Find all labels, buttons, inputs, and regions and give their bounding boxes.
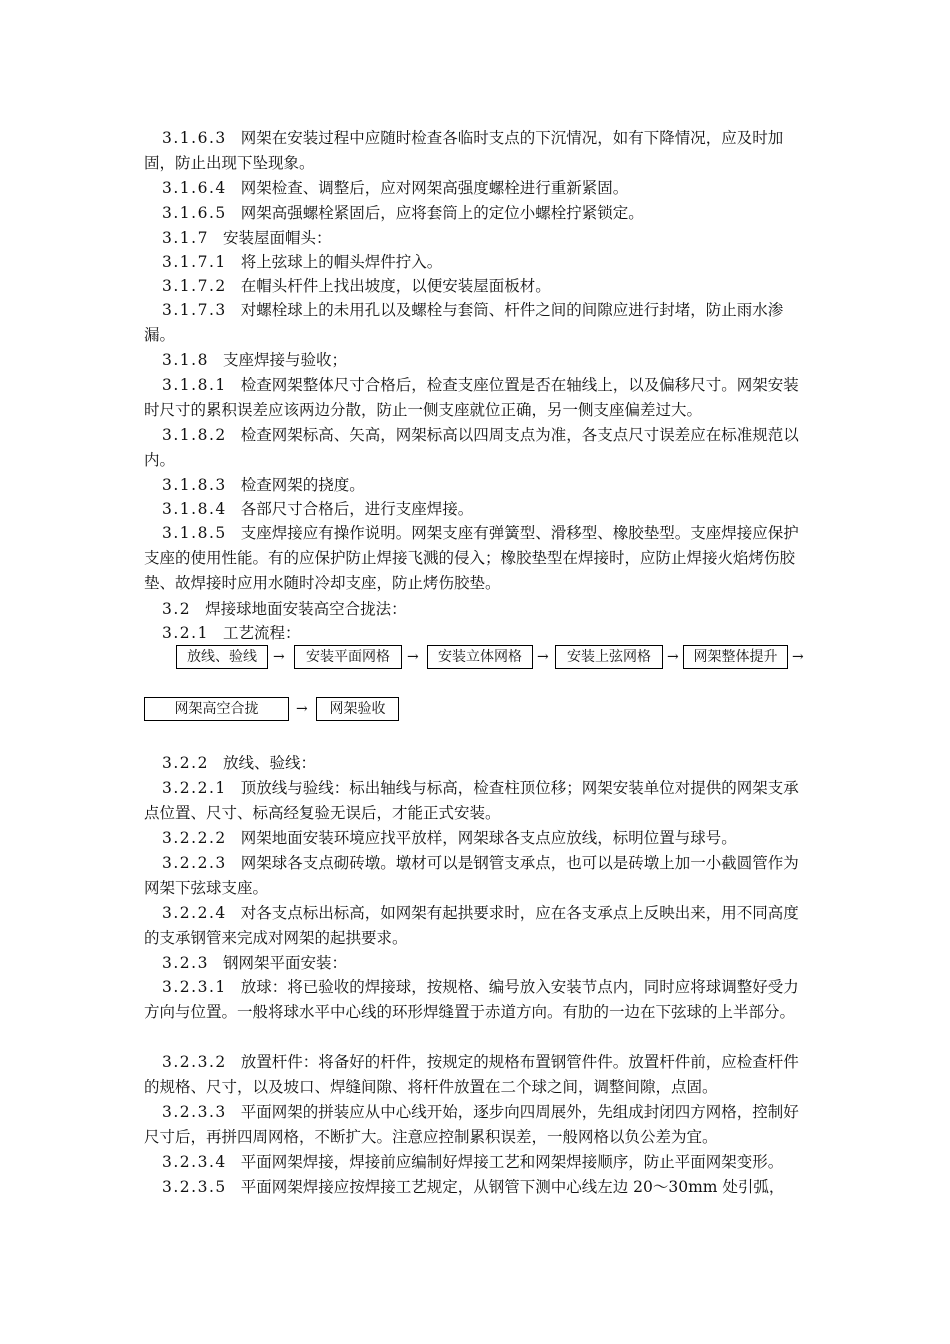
flow-step-plane-grid: 安装平面网格 [294,645,402,669]
flow-arrow: → [667,649,679,665]
paragraph-3-2: 3.2 焊接球地面安装高空合拢法： [162,600,407,618]
paragraph-3-1-8-2: 3.1.8.2 检查网架标高、矢高，网架标高以四周支点为准，各支点尺寸误差应在标准规范以内。 [144,426,799,469]
paragraph-3-2-3-2: 3.2.3.2 放置杆件：将备好的杆件，按规定的规格布置钢管件件。放置杆件前，应检查杆件的规格、尺寸，以及坡口、焊缝间隙、将杆件放置在二个球之间，调整间隙，点固。 [144,1053,799,1096]
paragraph-3-1-8-4: 3.1.8.4 各部尺寸合格后，进行支座焊接。 [162,500,474,518]
paragraph-3-2-2-3: 3.2.2.3 网架球各支点砌砖墩。墩材可以是钢管支承点，也可以是砖墩上加一小截圆管作为网架下弦球支座。 [144,854,799,897]
paragraph-3-1-8: 3.1.8 支座焊接与验收； [162,351,347,369]
paragraph-3-2-2-1: 3.2.2.1 顶放线与验线：标出轴线与标高，检查柱顶位移；网架安装单位对提供的网架支承点位置、尺寸、标高经复验无误后，才能正式安装。 [144,779,799,822]
flow-step-acceptance: 网架验收 [316,697,399,721]
paragraph-3-1-7-2: 3.1.7.2 在帽头杆件上找出坡度，以便安装屋面板材。 [162,277,551,295]
paragraph-3-2-2: 3.2.2 放线、验线： [162,754,316,772]
paragraph-3-2-3-4: 3.2.3.4 平面网架焊接，焊接前应编制好焊接工艺和网架焊接顺序，防止平面网架变形。 [162,1153,784,1171]
paragraph-3-2-3: 3.2.3 钢网架平面安装： [162,954,347,972]
paragraph-3-1-8-5: 3.1.8.5 支座焊接应有操作说明。网架支座有弹簧型、滑移型、橡胶垫型。支座焊接应保护支座的使用性能。有的应保护防止焊接飞溅的侵入；橡胶垫型在焊接时，应防止焊接火焰烤伤胶垫、故焊接时应用水随时冷却支座，防止烤伤胶垫。 [144,524,799,592]
paragraph-3-1-8-3: 3.1.8.3 检查网架的挠度。 [162,476,365,494]
paragraph-3-1-6-3: 3.1.6.3 网架在安装过程中应随时检查各临时支点的下沉情况，如有下降情况，应及时加固，防止出现下坠现象。 [144,129,784,172]
flow-step-lift: 网架整体提升 [683,645,788,669]
paragraph-3-1-7-3: 3.1.7.3 对螺栓球上的未用孔以及螺栓与套筒、杆件之间的间隙应进行封堵，防止雨水渗漏。 [144,301,784,344]
paragraph-3-2-3-5: 3.2.3.5 平面网架焊接应按焊接工艺规定，从钢管下测中心线左边 20～30mm 处引弧， [162,1178,785,1196]
flow-step-layout-check: 放线、验线 [176,645,268,669]
paragraph-3-1-6-4: 3.1.6.4 网架检查、调整后，应对网架高强度螺栓进行重新紧固。 [162,179,629,197]
paragraph-3-2-3-3: 3.2.3.3 平面网架的拼装应从中心线开始，逐步向四周展外，先组成封闭四方网格，控制好尺寸后，再拼四周网格，不断扩大。注意应控制累积误差，一般网格以负公差为宜。 [144,1103,799,1146]
paragraph-3-2-2-2: 3.2.2.2 网架地面安装环境应找平放样，网架球各支点应放线，标明位置与球号。 [162,829,737,847]
flow-arrow: → [407,649,419,665]
paragraph-3-2-2-4: 3.2.2.4 对各支点标出标高，如网架有起拱要求时，应在各支承点上反映出来，用不同高度的支承钢管来完成对网架的起拱要求。 [144,904,799,947]
flow-arrow: → [273,649,285,665]
paragraph-3-2-1: 3.2.1 工艺流程： [162,624,301,642]
paragraph-3-1-7: 3.1.7 安装屋面帽头： [162,229,332,247]
paragraph-3-1-6-5: 3.1.6.5 网架高强螺栓紧固后，应将套筒上的定位小螺栓拧紧锁定。 [162,204,644,222]
flow-step-3d-grid: 安装立体网格 [427,645,533,669]
paragraph-3-1-8-1: 3.1.8.1 检查网架整体尺寸合格后，检查支座位置是否在轴线上，以及偏移尺寸。网架安装时尺寸的累积误差应该两边分散，防止一侧支座就位正确，另一侧支座偏差过大。 [144,376,799,419]
flow-arrow: → [537,649,549,665]
flow-arrow: → [296,701,308,717]
paragraph-3-1-7-1: 3.1.7.1 将上弦球上的帽头焊件拧入。 [162,253,443,271]
flow-step-top-chord: 安装上弦网格 [555,645,663,669]
paragraph-3-2-3-1: 3.2.3.1 放球：将已验收的焊接球，按规格、编号放入安装节点内，同时应将球调整好受力方向与位置。一般将球水平中心线的环形焊缝置于赤道方向。有肋的一边在下弦球的上半部分。 [144,978,799,1021]
flow-step-high-closure: 网架高空合拢 [144,697,289,721]
flow-arrow: → [792,649,804,665]
